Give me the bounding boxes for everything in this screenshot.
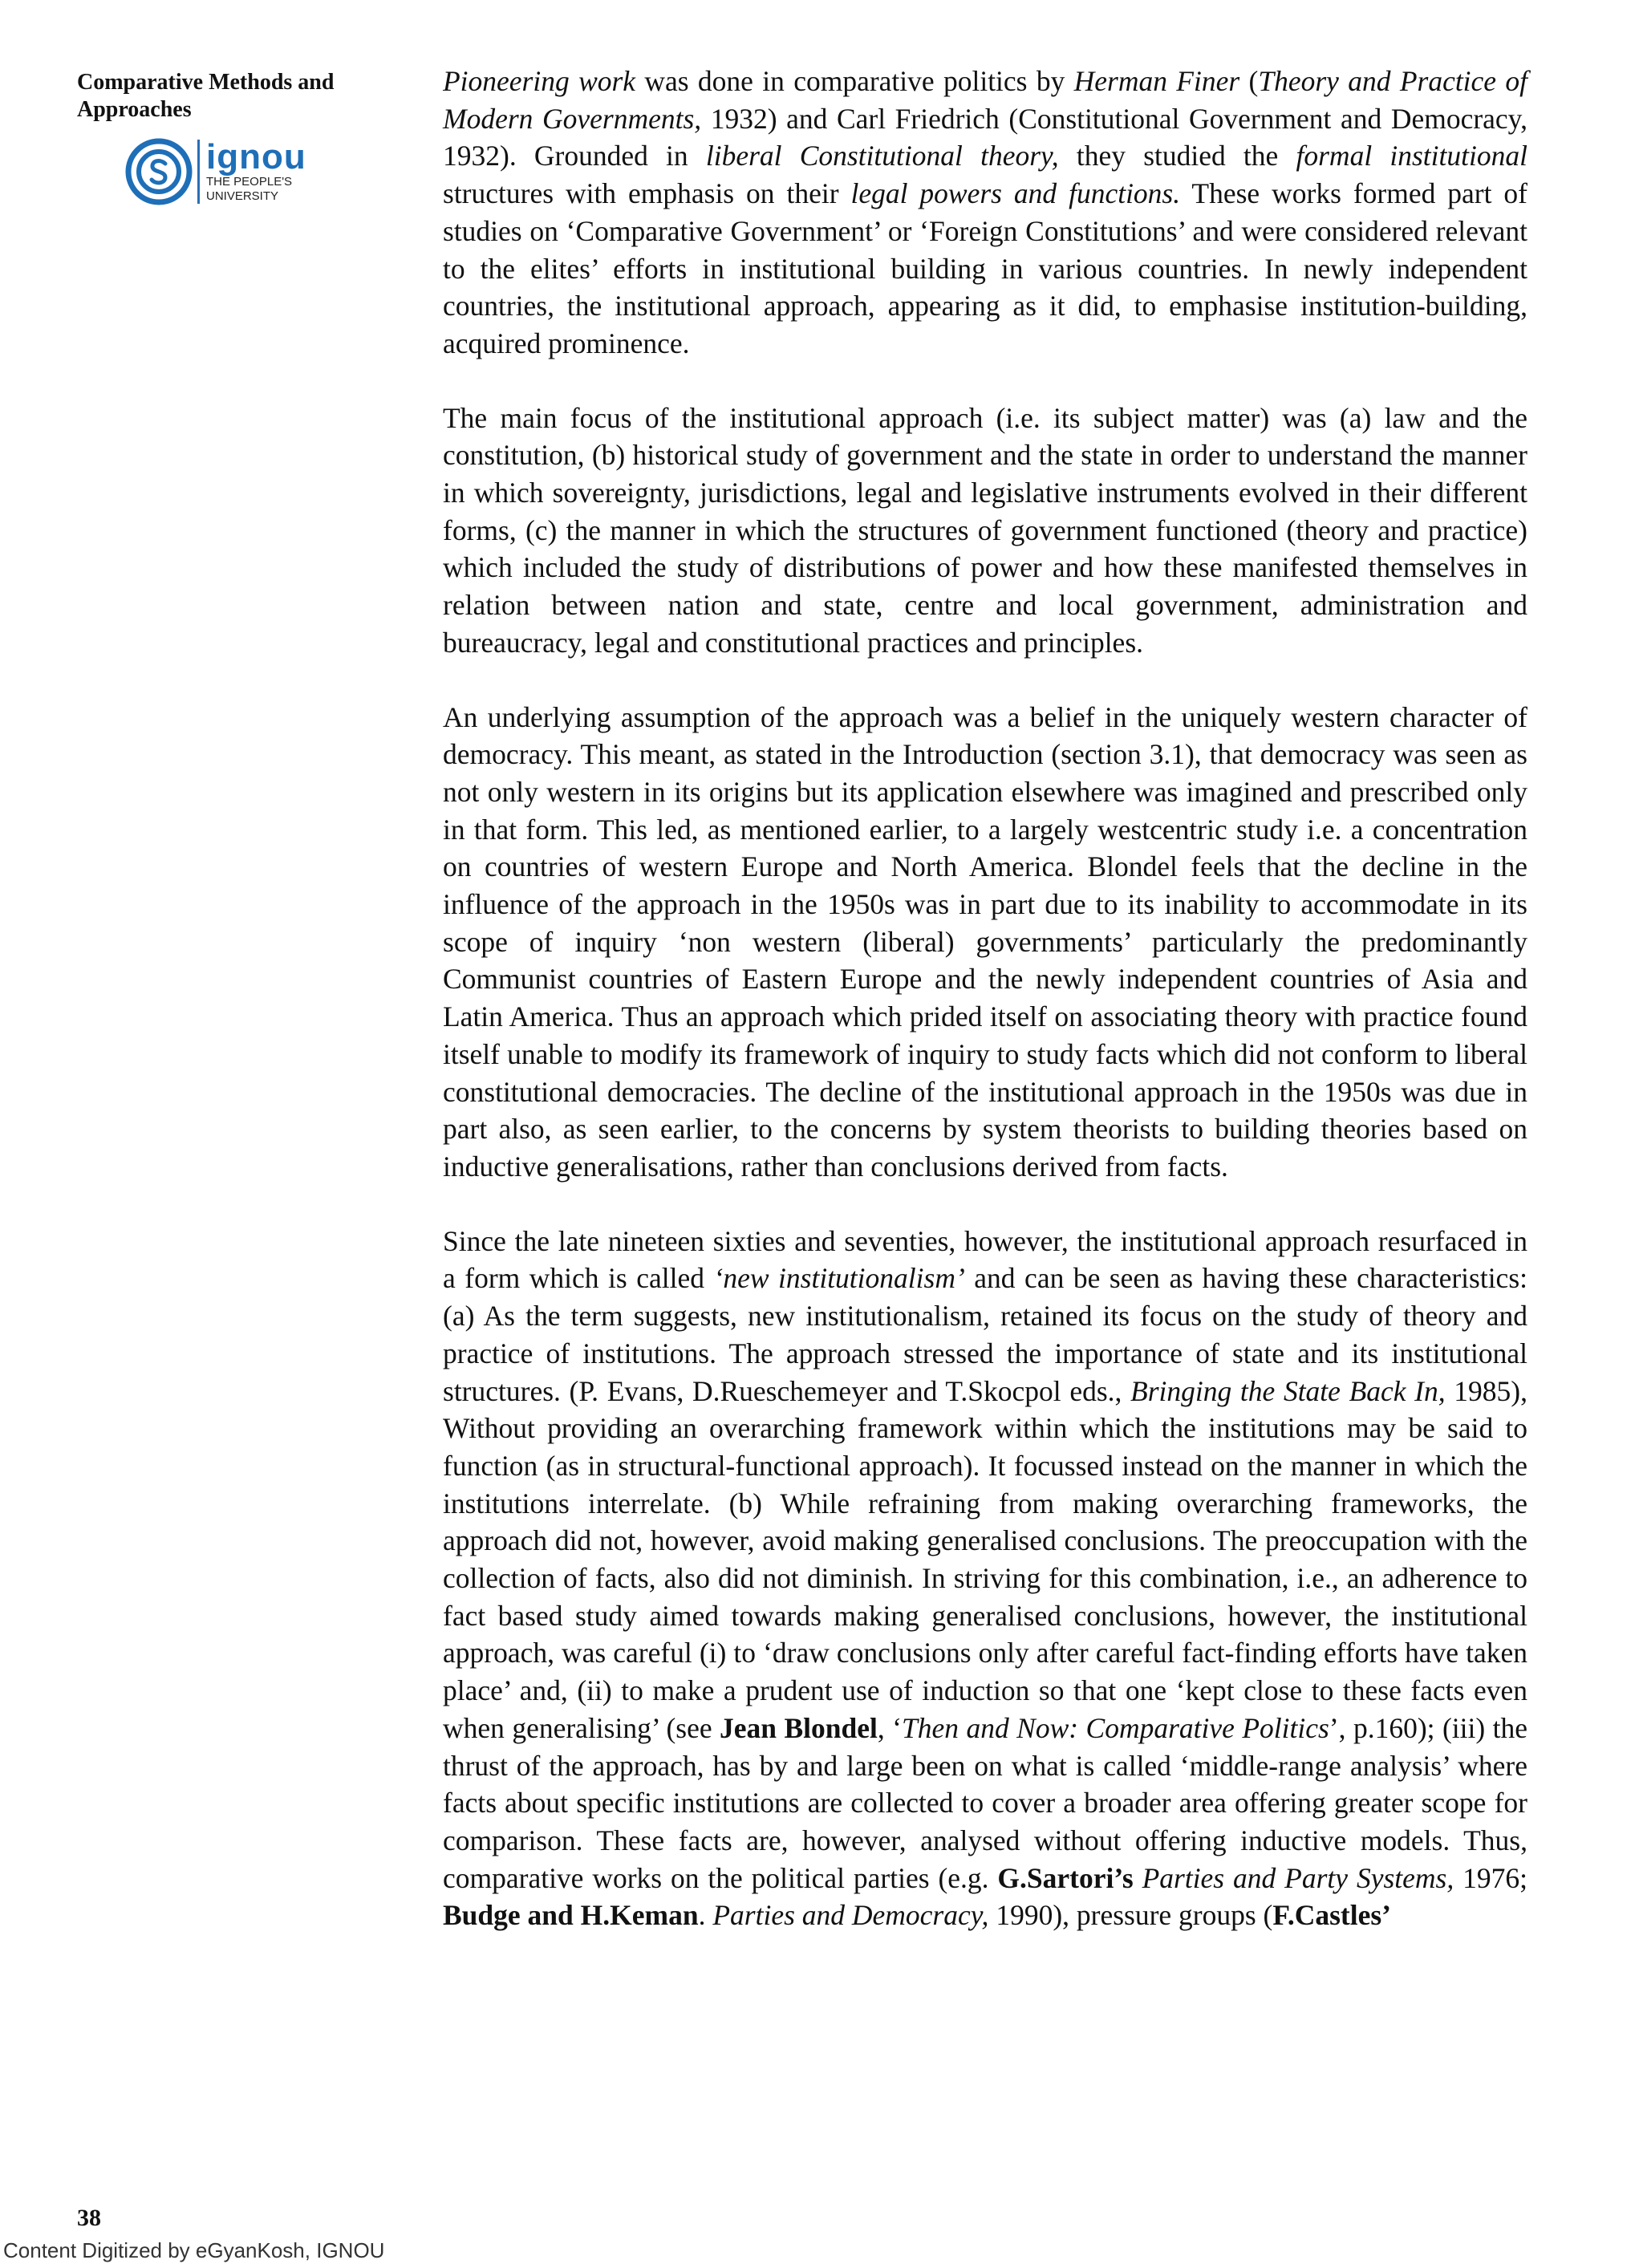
logo-tagline: THE PEOPLE'S UNIVERSITY xyxy=(206,175,293,203)
paragraph-4 xyxy=(443,1223,1527,1934)
text-run: These works formed part of studies on ‘Comparative Government’ or ‘Foreign Constitutions’ and were considered relevant to the elites’ efforts in institutional building in various countries. In newly independent countries, the institutional approach, appearing as it did, to emphasise institution-building, acquired prominence. xyxy=(443,177,1527,359)
logo-divider xyxy=(197,140,200,204)
text-run: 1985), Without providing an overarching framework within which the institutions may be said to function (as in structural-functional approach). It focussed instead on the manner in which the institutions interrelate. (b) While refraining from making overarching frameworks, the approach did not, however, avoid making generalised conclusions. The preoccupation with the collection of facts, also did not diminish. In striving for this combination, i.e., an adherence to fact based study aimed towards making generalised conclusions, however, the institutional approach, was careful (i) to ‘draw conclusions only after careful fact-finding efforts have taken place’ and, (ii) to make a prudent use of induction so that one ‘kept close to these facts even when generalising’ (see xyxy=(443,1374,1527,1744)
text-run xyxy=(1134,1862,1142,1894)
text-run: . xyxy=(698,1899,713,1932)
text-run: Then and Now: Comparative Politics xyxy=(902,1711,1329,1744)
text-run: G.Sartori’s xyxy=(997,1861,1134,1894)
paragraph-1 xyxy=(443,63,1527,363)
text-run: 1932) and Carl Friedrich (Constitutional Government and Democracy, 1932). Grounded in xyxy=(443,102,1527,172)
text-run: Since the late nineteen sixties and seventies, however, the institutional approach resurfaced in a form which is called xyxy=(443,1224,1527,1295)
text-run: , ‘ xyxy=(877,1711,903,1744)
text-run: structures with emphasis on their xyxy=(443,177,851,210)
text-run: liberal Constitutional theory, xyxy=(705,140,1059,172)
text-run: Bringing the State Back In, xyxy=(1130,1374,1446,1407)
text-run: 1990), pressure groups ( xyxy=(988,1899,1273,1932)
logo-text xyxy=(206,137,306,204)
text-run: Theory and Practice of Modern Governments, xyxy=(443,65,1527,135)
paragraph-2 xyxy=(443,400,1527,662)
body-text xyxy=(443,63,1527,1971)
text-run: Herman Finer xyxy=(1073,65,1240,97)
footer-credit: Content Digitized by eGyanKosh, IGNOU xyxy=(3,2238,385,2262)
text-run: Jean Blondel xyxy=(720,1711,878,1744)
text-run: was done in comparative politics by xyxy=(635,65,1074,97)
text-run: legal powers and functions. xyxy=(850,177,1181,210)
text-run: ( xyxy=(1239,65,1259,97)
ignou-logo xyxy=(125,138,382,205)
section-title: Comparative Methods and Approaches xyxy=(77,70,335,122)
text-run: ’, p.160); (iii) the thrust of the approach, has by and large been on what is called ‘middle-range analysis’ where facts about specific institutions are collected to cover a broader area offering greater scope for comparison. These facts are, however, analysed without offering inductive models. Thus, comparative works on the political parties (e.g. xyxy=(443,1711,1527,1894)
text-run: F.Castles’ xyxy=(1272,1899,1391,1932)
text-run: and can be seen as having these characteristics: (a) As the term suggests, new institutionalism, retained its focus on the study of theory and practice of institutions. The approach stressed the importance of state and its institutional structures. (P. Evans, D.Rueschemeyer and T.Skocpol eds., xyxy=(443,1262,1527,1407)
text-run: Pioneering work xyxy=(443,65,636,97)
sidebar xyxy=(77,69,382,205)
text-run: Parties and Democracy, xyxy=(712,1899,989,1932)
page-number: 38 xyxy=(77,2205,101,2231)
text-run: An underlying assumption of the approach was a belief in the uniquely western character of democracy. This meant, as stated in the Introduction (section 3.1), that democracy was seen as not only western in its origins but its application elsewhere was imagined and prescribed only in that form. This led, as mentioned earlier, to a largely westcentric study i.e. a concentration on countries of western Europe and North America. Blondel feels that the decline in the influence of the approach in the 1950s was in part due to its inability to accommodate in its scope of inquiry ‘non western (liberal) governments’ particularly the predominantly Communist countries of Eastern Europe and the newly independent countries of Asia and Latin America. Thus an approach which prided itself on associating theory with practice found itself unable to modify its framework of inquiry to study facts which did not conform to liberal constitutional democracies. The decline of the institutional approach in the 1950s was due in part also, as seen earlier, to the concerns by system theorists to building theories based on inductive generalisations, rather than conclusions derived from facts. xyxy=(443,700,1527,1183)
text-run: they studied the xyxy=(1058,140,1296,172)
paragraph-3 xyxy=(443,699,1527,1186)
text-run: The main focus of the institutional approach (i.e. its subject matter) was (a) law and the constitution, (b) historical study of government and the state in order to understand the manner in which sovereignty, jurisdictions, legal and legislative instruments evolved in their different forms, (c) the manner in which the structures of government functioned (theory and practice) which included the study of distributions of power and how these manifested themselves in relation between nation and state, centre and local government, administration and bureaucracy, legal and constitutional practices and principles. xyxy=(443,401,1527,659)
logo-wordmark: ignou xyxy=(206,137,306,176)
text-run: Budge and H.Keman xyxy=(443,1899,699,1932)
text-run: formal institutional xyxy=(1296,140,1527,172)
ignou-emblem-icon xyxy=(125,138,193,205)
text-run: Parties and Party Systems, xyxy=(1142,1861,1454,1894)
text-run: ‘new institutionalism’ xyxy=(713,1262,965,1295)
text-run: 1976; xyxy=(1454,1861,1527,1894)
